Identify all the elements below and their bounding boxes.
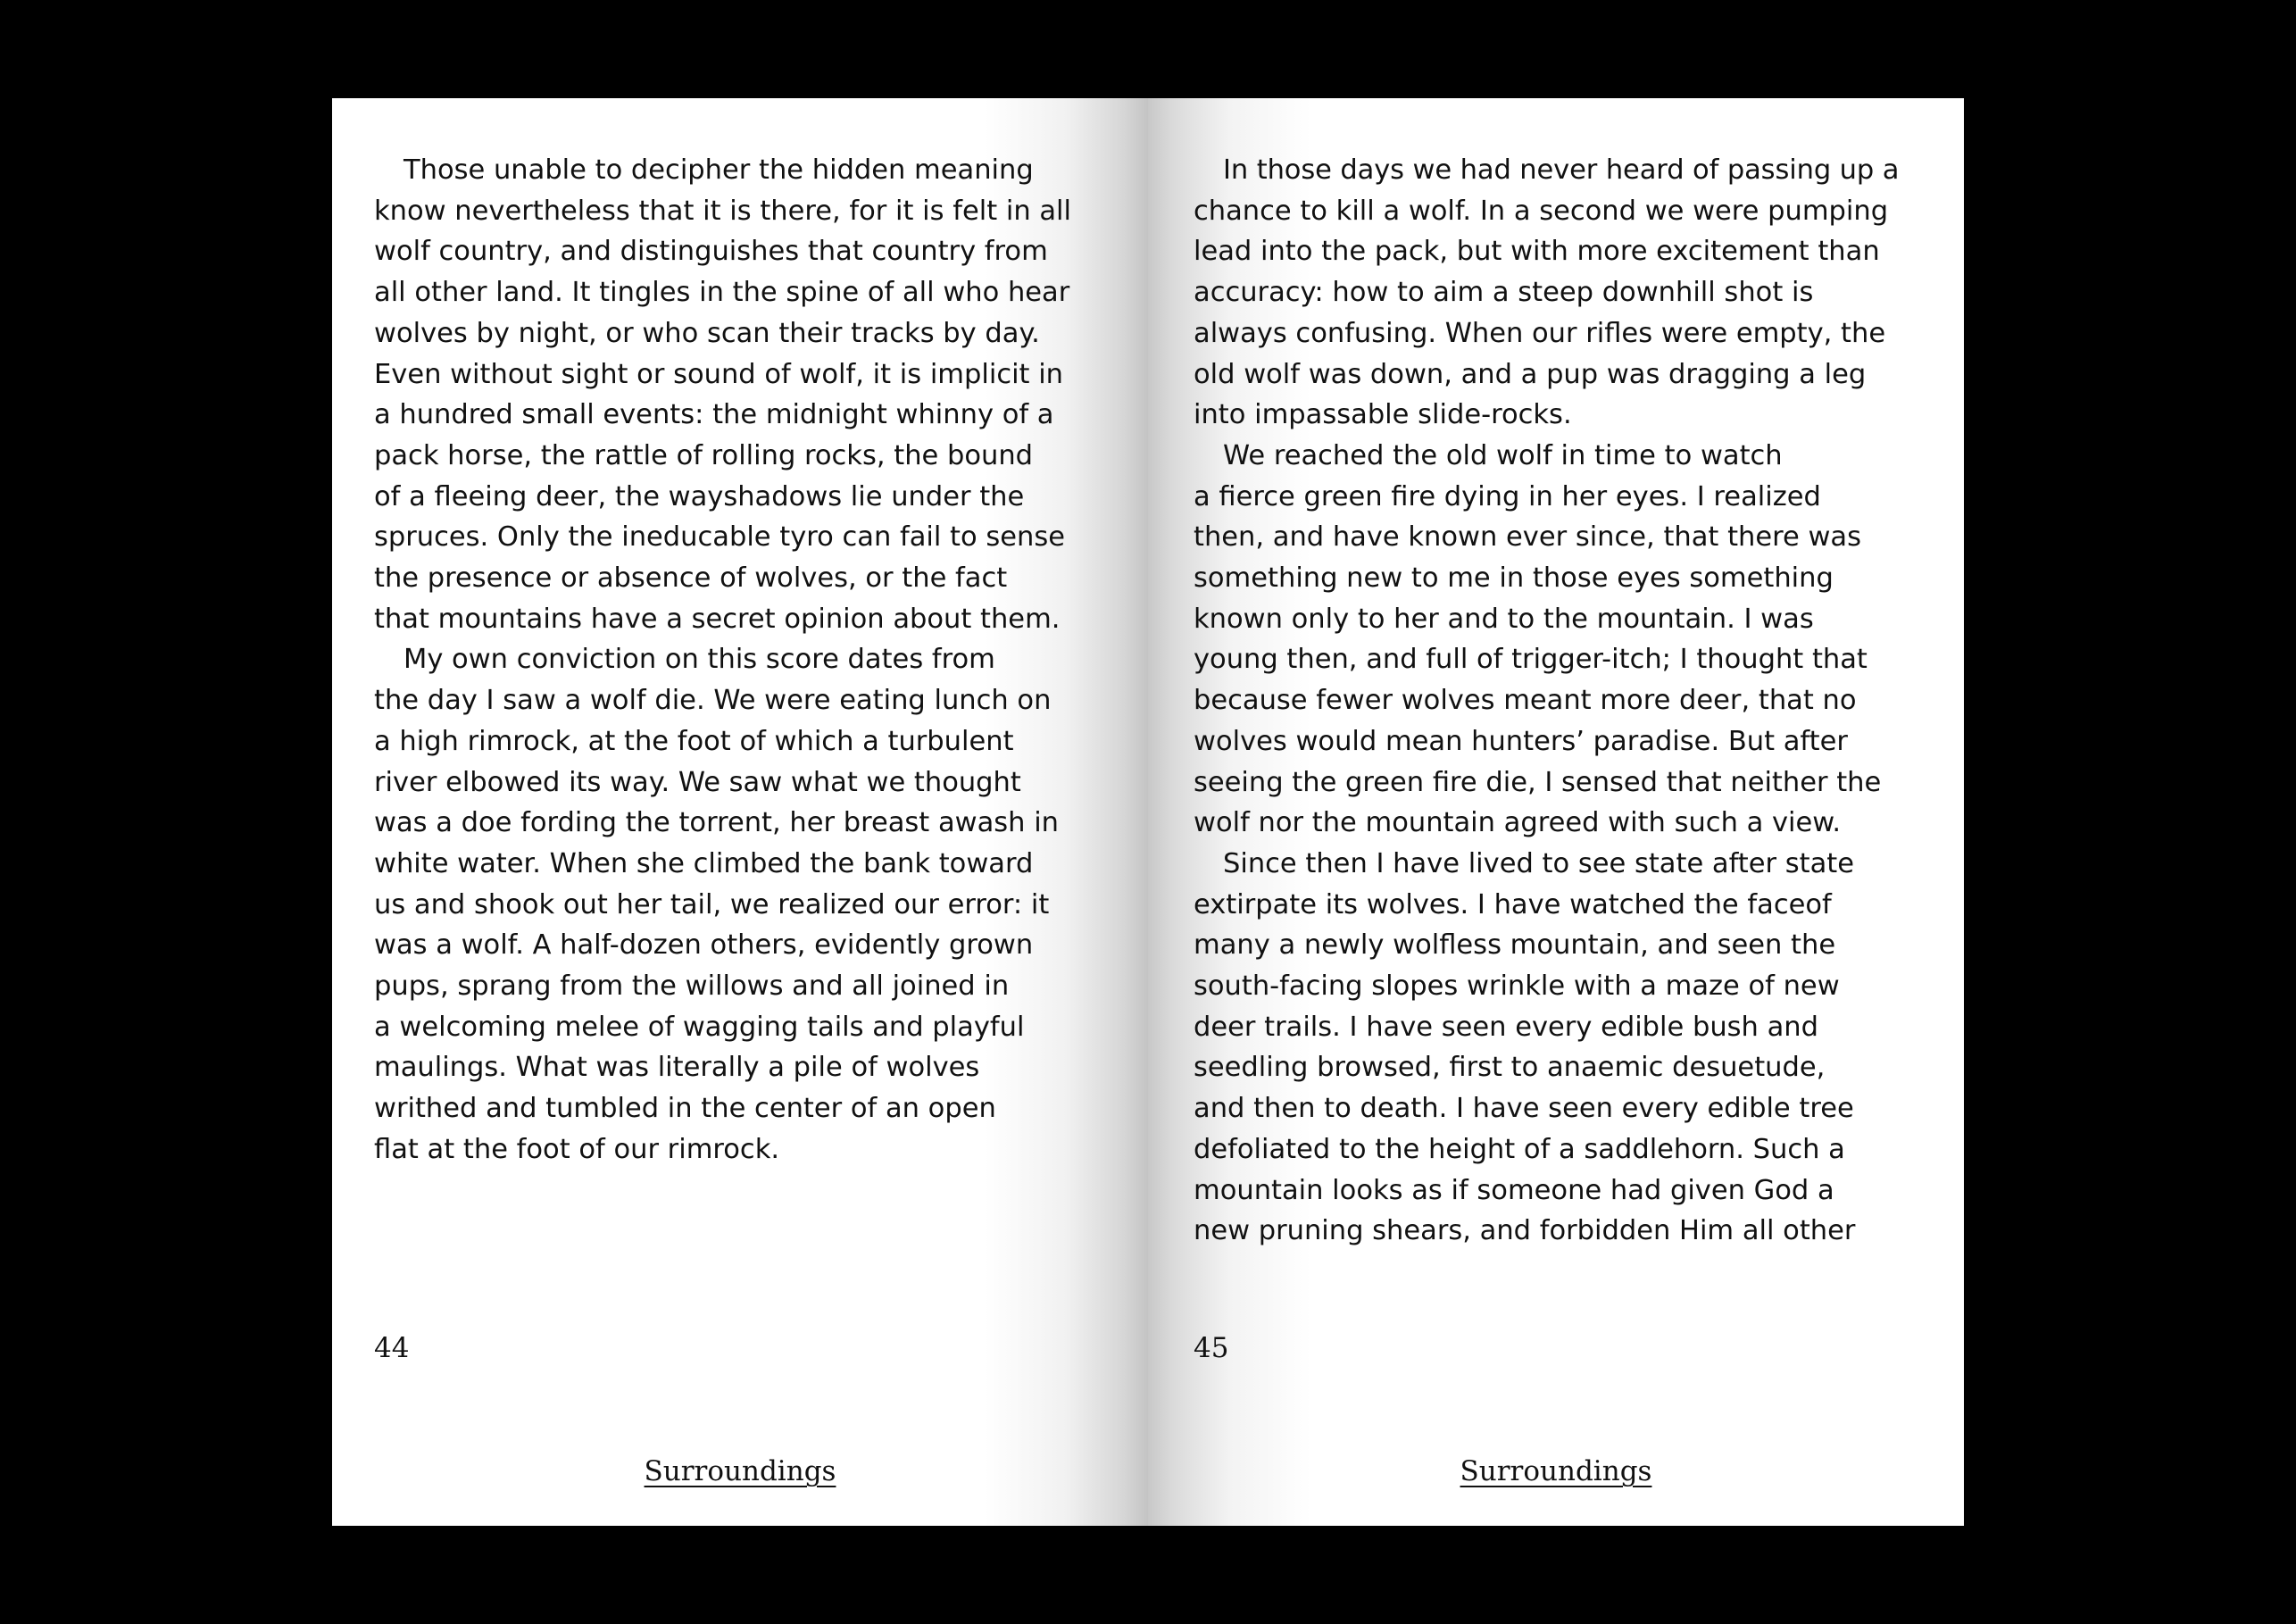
text-line: In those days we had never heard of passing up a <box>1223 154 1900 186</box>
page-number: 45 <box>1194 1332 1229 1364</box>
text-line: Even without sight or sound of wolf, it is implicit in <box>374 358 1064 390</box>
text-line: know nevertheless that it is there, for it is felt in all <box>374 195 1071 227</box>
text-line: pack horse, the rattle of rolling rocks, the bound <box>374 439 1034 471</box>
text-line: young then, and full of trigger-itch; I thought that <box>1194 644 1868 676</box>
left-page <box>332 98 1148 1526</box>
footer-title: Surroundings <box>644 1455 836 1487</box>
text-line: into impassable slide-rocks. <box>1194 399 1572 431</box>
footer-title: Surroundings <box>1460 1455 1652 1487</box>
text-line: known only to her and to the mountain. I was <box>1194 603 1814 635</box>
right-page-body-text <box>1194 150 1899 1252</box>
text-line: extirpate its wolves. I have watched the faceof <box>1194 888 1832 920</box>
text-line: and then to death. I have seen every edible tree <box>1194 1093 1854 1125</box>
running-footer <box>332 1455 1148 1487</box>
text-line: the presence or absence of wolves, or the fact <box>374 562 1008 595</box>
text-line: new pruning shears, and forbidden Him all other <box>1194 1215 1856 1247</box>
text-line: wolves would mean hunters’ paradise. But after <box>1194 725 1848 757</box>
text-line: chance to kill a wolf. In a second we were pumping <box>1194 195 1889 227</box>
text-line: all other land. It tingles in the spine of all who hear <box>374 277 1070 309</box>
text-line: maulings. What was literally a pile of wolves <box>374 1052 980 1084</box>
running-footer <box>1148 1455 1964 1487</box>
text-line: a hundred small events: the midnight whinny of a <box>374 399 1054 431</box>
text-line: wolf nor the mountain agreed with such a view. <box>1194 807 1842 839</box>
page-number: 44 <box>374 1332 410 1364</box>
text-line: something new to me in those eyes something <box>1194 562 1834 595</box>
text-line: was a doe fording the torrent, her breast awash in <box>374 807 1059 839</box>
text-line: a fierce green fire dying in her eyes. I realized <box>1194 480 1821 512</box>
text-line: wolves by night, or who scan their tracks by day. <box>374 317 1040 349</box>
text-line: lead into the pack, but with more excitement than <box>1194 236 1880 268</box>
text-line: Since then I have lived to see state after state <box>1223 847 1855 879</box>
text-line: old wolf was down, and a pup was dragging a leg <box>1194 358 1867 390</box>
text-line: We reached the old wolf in time to watch <box>1223 439 1783 471</box>
book-spread <box>332 98 1964 1526</box>
text-line: deer trails. I have seen every edible bush and <box>1194 1011 1818 1043</box>
text-line: mountain looks as if someone had given God a <box>1194 1174 1834 1206</box>
text-line: flat at the foot of our rimrock. <box>374 1133 780 1165</box>
text-line: the day I saw a wolf die. We were eating lunch on <box>374 685 1052 717</box>
text-line: many a newly wolfless mountain, and seen the <box>1194 929 1836 962</box>
text-line: always confusing. When our rifles were empty, the <box>1194 317 1886 349</box>
text-line: that mountains have a secret opinion about them. <box>374 603 1061 635</box>
text-line: a high rimrock, at the foot of which a turbulent <box>374 725 1014 757</box>
text-line: of a fleeing deer, the wayshadows lie under the <box>374 480 1025 512</box>
text-line: was a wolf. A half-dozen others, evidently grown <box>374 929 1034 962</box>
text-line: accuracy: how to aim a steep downhill shot is <box>1194 277 1814 309</box>
text-line: south-facing slopes wrinkle with a maze of new <box>1194 970 1840 1003</box>
text-line: writhed and tumbled in the center of an open <box>374 1093 996 1125</box>
text-line: seedling browsed, first to anaemic desuetude, <box>1194 1052 1826 1084</box>
text-line: wolf country, and distinguishes that country from <box>374 236 1048 268</box>
text-line: pups, sprang from the willows and all joined in <box>374 970 1010 1003</box>
text-line: a welcoming melee of wagging tails and playful <box>374 1011 1025 1043</box>
text-line: seeing the green fire die, I sensed that neither the <box>1194 766 1882 798</box>
right-page <box>1148 98 1964 1526</box>
text-line: Those unable to decipher the hidden meaning <box>403 154 1034 186</box>
left-page-body-text <box>374 150 1079 1170</box>
text-line: river elbowed its way. We saw what we thought <box>374 766 1021 798</box>
text-line: defoliated to the height of a saddlehorn. Such a <box>1194 1133 1845 1165</box>
text-line: us and shook out her tail, we realized our error: it <box>374 888 1050 920</box>
text-line: white water. When she climbed the bank toward <box>374 847 1034 879</box>
text-line: then, and have known ever since, that there was <box>1194 521 1861 554</box>
text-line: because fewer wolves meant more deer, that no <box>1194 685 1857 717</box>
text-line: My own conviction on this score dates from <box>403 644 995 676</box>
text-line: spruces. Only the ineducable tyro can fail to sense <box>374 521 1065 554</box>
